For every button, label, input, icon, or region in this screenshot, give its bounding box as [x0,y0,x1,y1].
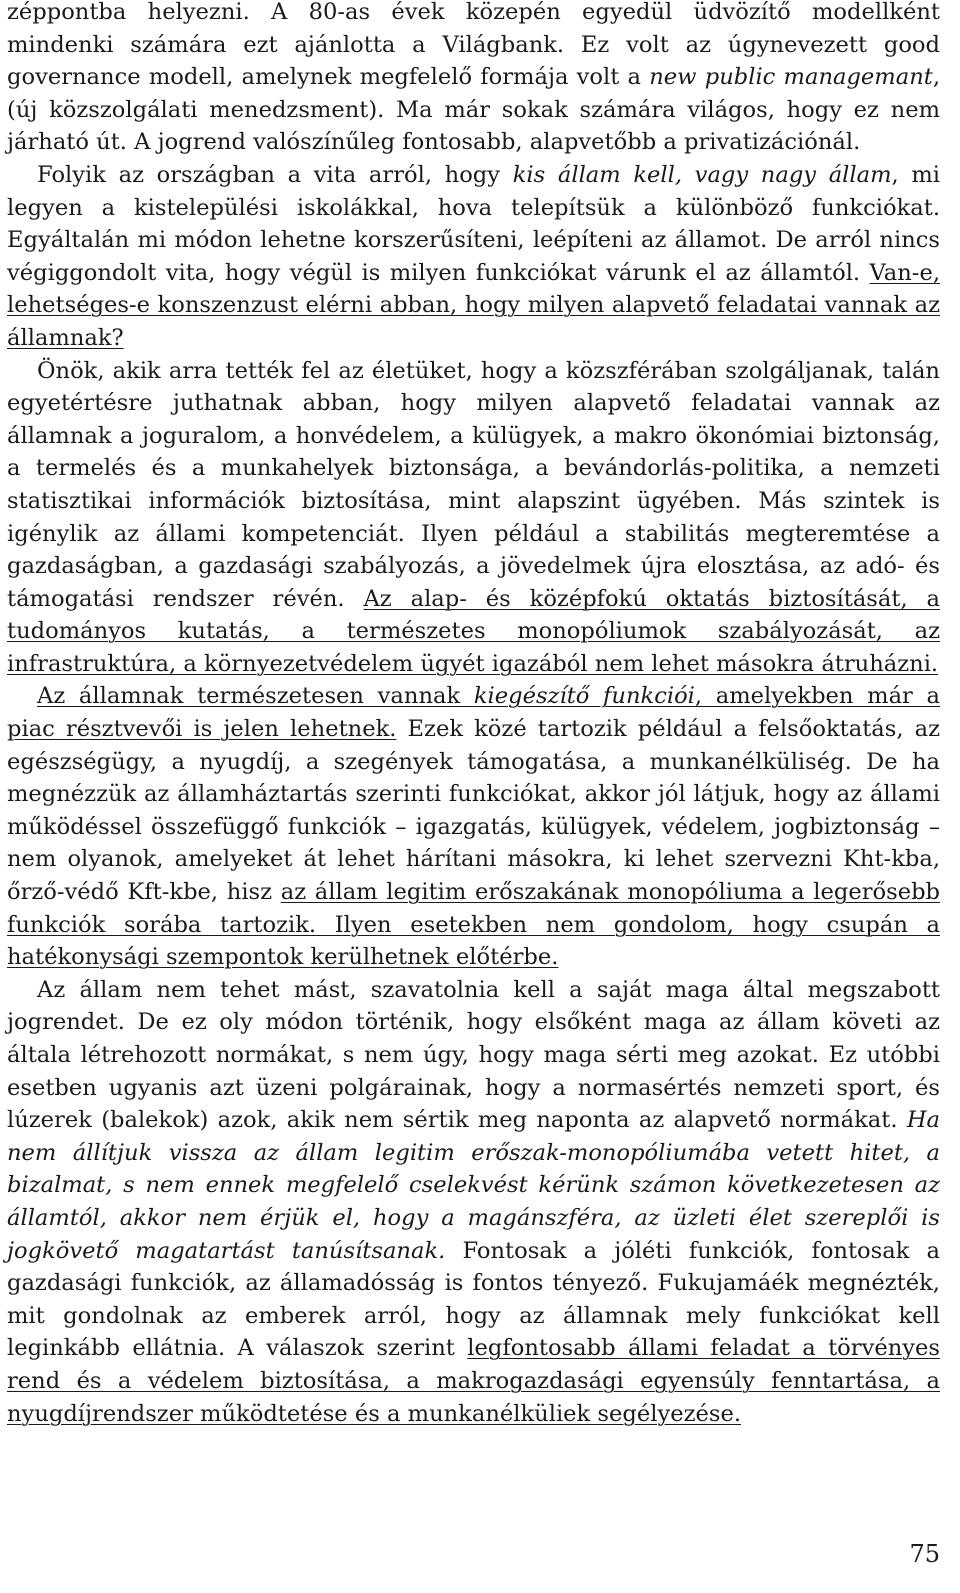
text-run: Ezek közé tartozik például a felsőoktatás, az egészségügy, a nyugdíj, a szegények támogatása, a munkanélküliség. De ha megnézzük az államháztartás szerinti funkciókat, akkor jól látjuk, hogy az állami működéssel összefüggő funkciók – igazgatás, külügyek, védelem, jogbiztonság – nem olyanok, amelyeket át lehet hárítani másokra, ki lehet szervezni Kht-kba, őrző-védő Kft-kbe, hisz [7,716,940,906]
text-run: Önök, akik arra tették fel az életüket, hogy a közszférában szolgáljanak, talán egyetértésre juthatnak abban, hogy milyen alapvető feladatai vannak az államnak a joguralom, a honvédelem, a külügyek, a makro ökonómiai biztonság, a termelés és a munkahelyek biztonsága, a bevándorlás-politika, a nemzeti statisztikai információk biztosítása, mint alapszint ügyében. Más szintek is igénylik az állami kompetenciát. Ilyen például a stabilitás megteremtése a gazdaságban, a gazdasági szabályozás, a jövedelmek újra elosztása, az adó- és támogatási rendszer révén. [7,357,940,612]
text-run: Van-e, lehetséges-e konszenzust elérni abban, hogy milyen alapvető feladatai vannak az államnak? [7,259,940,351]
text-run: new public managemant [649,64,933,91]
text-run: kiegészítő funkciói [473,683,695,710]
paragraph-3 [7,355,940,681]
text-run: Folyik az országban a vita arról, hogy [37,161,513,188]
text-run: Az állam nem tehet mást, szavatolnia kell a saját maga által megszabott jogrendet. De ez oly módon történik, hogy elsőként maga az állam követi az általa létrehozott normákat, s nem úgy, hogy maga sérti meg azokat. Ez utóbbi esetben ugyanis azt üzeni polgárainak, hogy a normasértés nemzeti sport, és lúzerek (balekok) azok, akik nem sértik meg naponta az alapvető normákat. [7,976,940,1134]
document-page [7,0,940,1430]
text-run: , mi legyen a kistelepülési iskolákkal, hova telepítsük a különböző funkciókat. Egyáltalán mi módon lehetne korszerűsíteni, leépíteni az államot. De arról nincs végiggondolt vita, hogy végül is milyen funkciókat várunk el az államtól. [7,161,941,286]
paragraph-2 [7,159,940,355]
text-run: az állam legitim erőszakának monopóliuma a legerősebb funkciók sorába tartozik. Ilyen esetekben nem gondolom, hogy csupán a hatékonysági szempontok kerülhetnek előtérbe. [7,879,940,971]
paragraph-1 [7,0,940,159]
text-run: legfontosabb állami feladat a törvényes rend és a védelem biztosítása, a makrogazdasági egyensúly fenntartása, a nyugdíjrendszer működtetése és a munkanélküliek segélyezése. [7,1335,940,1427]
text-run: Fontosak a jóléti funkciók, fontosak a gazdasági funkciók, az államadósság is fontos tényező. Fukujamáék megnézték, mit gondolnak az emberek arról, hogy az államnak mely funkciókat kell leginkább ellátnia. A válaszok szerint [7,1237,940,1362]
text-run: Az alap- és középfokú oktatás biztosítását, a tudományos kutatás, a természetes monopóliumok szabályozását, az infrastruktúra, a környezetvédelem ügyét igazából nem lehet másokra átruházni. [7,585,940,677]
text-run: kis állam kell, vagy nagy állam [512,161,892,188]
text-run: zéppontba helyezni. A 80-as évek közepén egyedül üdvözítő modellként mindenki számára ezt ajánlotta a Világbank. Ez volt az úgynevezett good governance modell, amelynek megfelelő formája volt a [7,0,940,91]
text-run: Az államnak természetesen vannak [37,683,474,710]
text-run: , (új közszolgálati menedzsment). Ma már sokak számára világos, hogy ez nem járható út. A jogrend valószínűleg fontosabb, alapvetőbb a privatizációnál. [7,64,941,156]
text-run: Ha nem állítjuk vissza az állam legitim erőszak-monopóliumába vetett hitet, a bizalmat, s nem ennek megfelelő cselekvést kérünk számon következetesen az államtól, akkor nem érjük el, hogy a magánszféra, az üzleti élet szereplői is jogkövető magatartást tanúsítsanak. [7,1107,940,1264]
text-run: , amelyekben már a piac résztvevői is jelen lehetnek. [7,683,940,743]
page-number: 75 [909,1540,940,1568]
paragraph-4 [7,680,940,973]
paragraph-5 [7,974,940,1430]
